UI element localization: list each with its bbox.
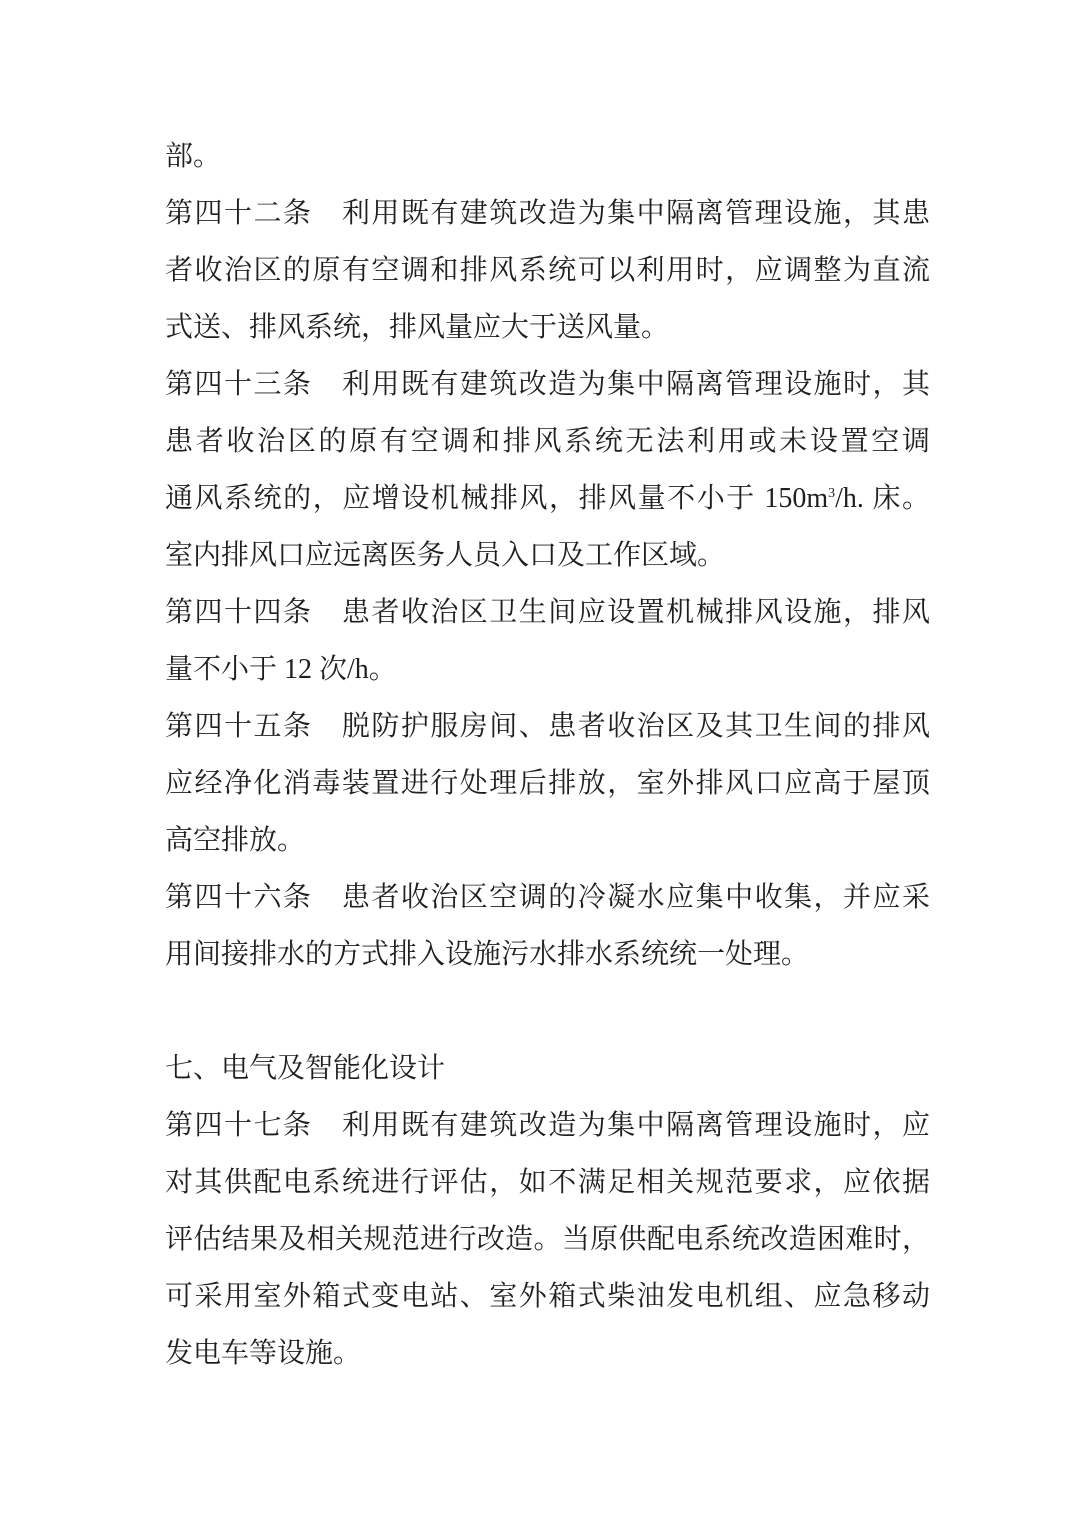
paragraph-line: 者收治区的原有空调和排风系统可以利用时，应调整为直流 (165, 255, 930, 286)
paragraph-text: 通风系统的，应增设机械排风，排风量不小于 (165, 483, 765, 514)
article-47-line: 第四十七条 利用既有建筑改造为集中隔离管理设施时，应 (165, 1110, 930, 1141)
article-43-line: 第四十三条 利用既有建筑改造为集中隔离管理设施时，其 (165, 369, 930, 400)
paragraph-text: /h. 床。 (835, 483, 931, 514)
article-42-line: 第四十二条 利用既有建筑改造为集中隔离管理设施，其患 (165, 198, 930, 229)
paragraph-line: 量不小于 12 次/h。 (165, 654, 397, 685)
paragraph-line: 用间接排水的方式排入设施污水排水系统统一处理。 (165, 939, 810, 970)
article-45-line: 第四十五条 脱防护服房间、患者收治区及其卫生间的排风 (165, 711, 930, 742)
paragraph-line: 患者收治区的原有空调和排风系统无法利用或未设置空调 (165, 426, 930, 457)
paragraph-line: 式送、排风系统，排风量应大于送风量。 (165, 312, 670, 343)
paragraph-line: 可采用室外箱式变电站、室外箱式柴油发电机组、应急移动 (165, 1281, 930, 1312)
blank-line (165, 983, 930, 1040)
paragraph-line: 对其供配电系统进行评估，如不满足相关规范要求，应依据 (165, 1167, 930, 1198)
section-heading: 七、电气及智能化设计 (165, 1053, 446, 1084)
paragraph-line: 发电车等设施。 (165, 1338, 362, 1369)
article-46-line: 第四十六条 患者收治区空调的冷凝水应集中收集，并应采 (165, 882, 930, 913)
paragraph-line: 评估结果及相关规范进行改造。当原供配电系统改造困难时， (165, 1224, 930, 1255)
paragraph-line: 室内排风口应远离医务人员入口及工作区域。 (165, 540, 726, 571)
paragraph-line: 部。 (165, 141, 222, 172)
article-44-line: 第四十四条 患者收治区卫生间应设置机械排风设施，排风 (165, 597, 930, 628)
paragraph-line-with-unit: 通风系统的，应增设机械排风，排风量不小于 150m3/h. 床。 (165, 483, 931, 514)
airflow-value: 150m (764, 483, 829, 514)
document-text-block (165, 128, 930, 1382)
paragraph-line: 高空排放。 (165, 825, 306, 856)
paragraph-line: 应经净化消毒装置进行处理后排放，室外排风口应高于屋顶 (165, 768, 930, 799)
